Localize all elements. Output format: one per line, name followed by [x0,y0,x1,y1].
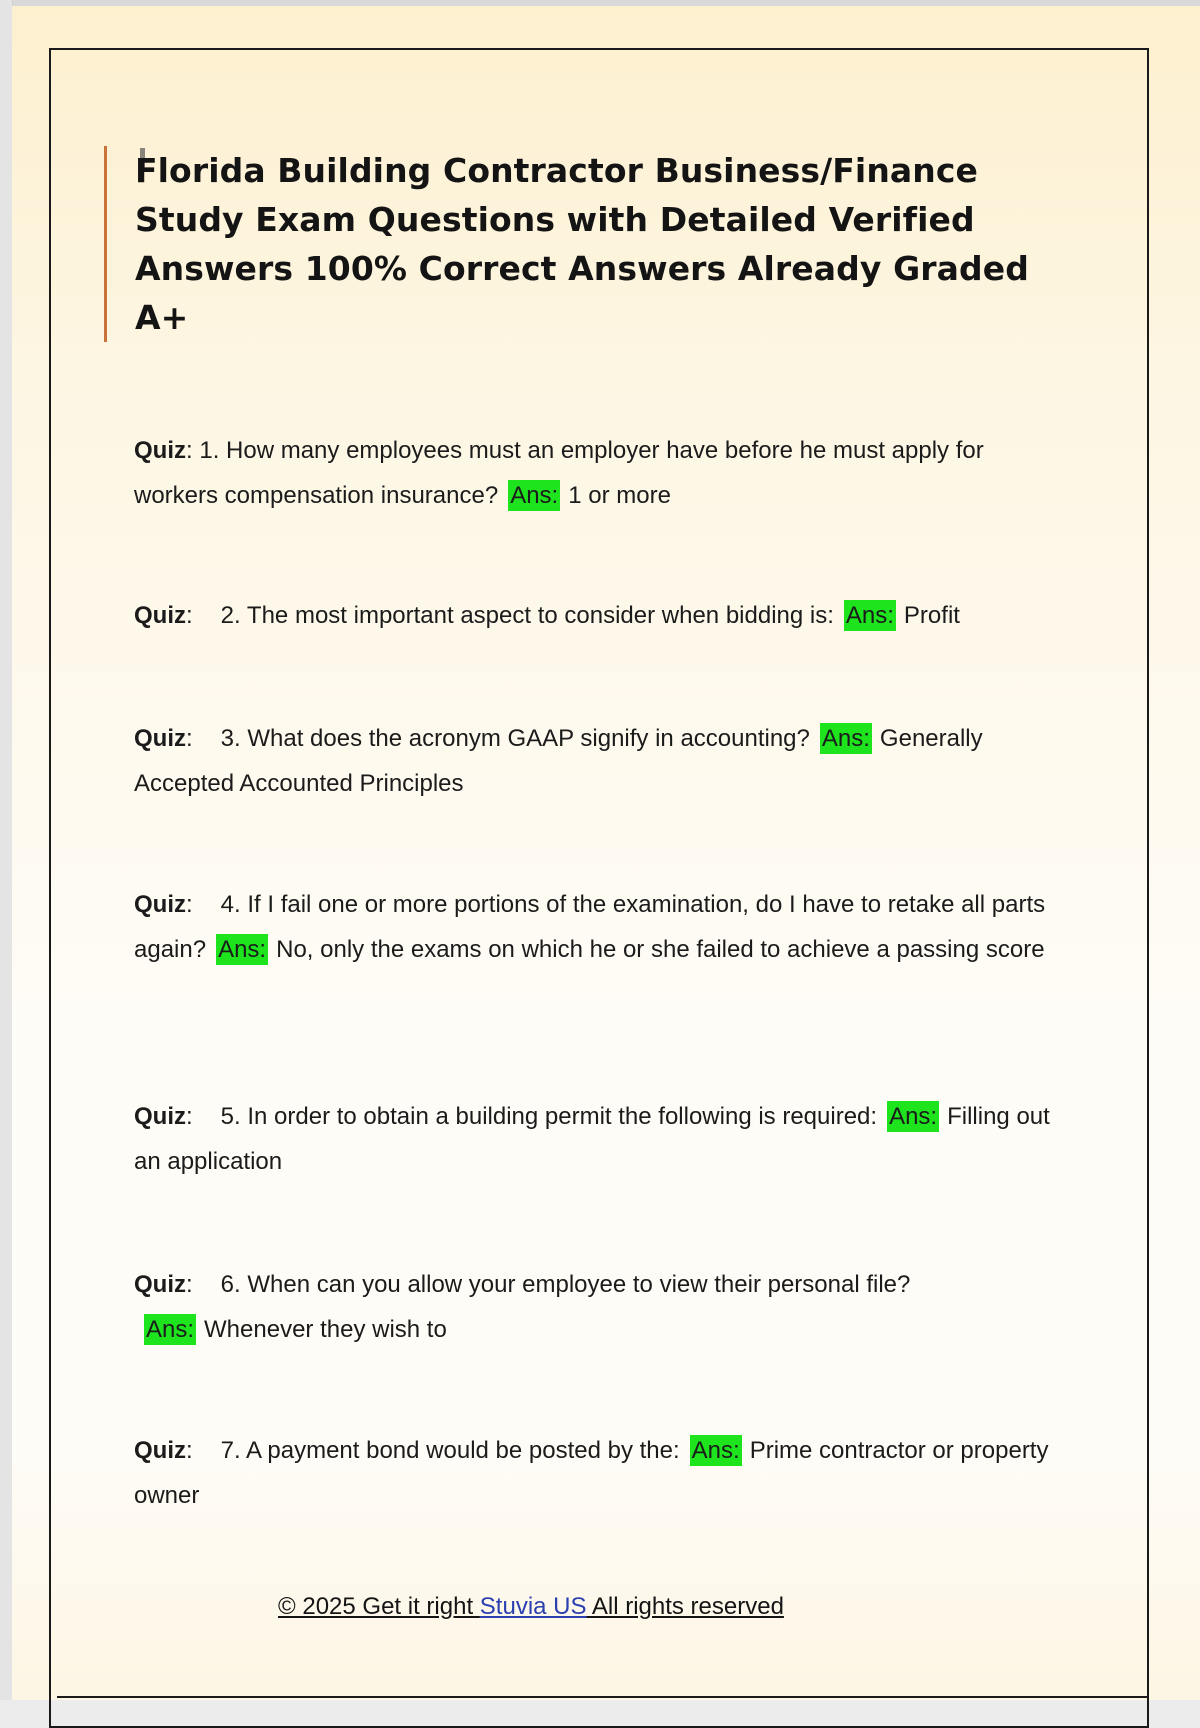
answer-label: Ans: [821,725,870,752]
quiz-question: 6. When can you allow your employee to view their personal file? [220,1271,911,1298]
quiz-label: Quiz [134,1103,186,1130]
answer-label: Ans: [510,482,559,509]
quiz-answer: Filling out an application [134,1103,1050,1175]
answer-label: Ans: [845,602,894,629]
quiz-label: Quiz [134,725,186,752]
quiz-answer: Prime contractor or property owner [134,1437,1049,1509]
quiz-item-6: Quiz: 6. When can you allow your employee to view their personal file?Ans: Whenever they wish to [134,1271,911,1343]
quiz-question: 5. In order to obtain a building permit the following is required: [220,1103,878,1130]
footer-suffix: All rights reserved [586,1593,784,1620]
quiz-label: Quiz [134,437,186,464]
quiz-question: 7. A payment bond would be posted by the: [220,1437,680,1464]
quiz-label: Quiz [134,891,186,918]
copyright-footer [278,1590,784,1624]
quiz-item-7: Quiz: 7. A payment bond would be posted by the: Ans: Prime contractor or property owner [134,1437,1049,1509]
quiz-question: 2. The most important aspect to consider when bidding is: [220,602,834,629]
quiz-answer: No, only the exams on which he or she failed to achieve a passing score [276,936,1045,963]
answer-label: Ans: [146,1316,195,1343]
quiz-answer: 1 or more [568,482,671,509]
quiz-item-3: Quiz: 3. What does the acronym GAAP signify in accounting? Ans: Generally Accepted Accounted Principles [134,725,983,797]
quiz-answer: Whenever they wish to [204,1316,447,1343]
quiz-question: 3. What does the acronym GAAP signify in accounting? [220,725,810,752]
footer-prefix: © 2025 Get it right [278,1593,480,1620]
quiz-item-1: Quiz: 1. How many employees must an employer have before he must apply for workers compensation insurance? Ans: 1 or more [134,437,984,509]
answer-label: Ans: [218,936,267,963]
title-block [104,146,1064,342]
quiz-question: 1. How many employees must an employer have before he must apply for workers compensation insurance? [134,437,984,509]
quiz-answer: Profit [903,602,960,629]
document-title: Florida Building Contractor Business/Finance Study Exam Questions with Detailed Verified Answers 100% Correct Answers Already Graded A+ [135,151,1029,337]
answer-label: Ans: [889,1103,938,1130]
quiz-label: Quiz [134,1271,186,1298]
quiz-item-4: Quiz: 4. If I fail one or more portions of the examination, do I have to retake all parts again? Ans: No, only the exams on which he or she failed to achieve a passing score [134,891,1046,963]
quiz-item-5: Quiz: 5. In order to obtain a building permit the following is required: Ans: Filling out an application [134,1103,1050,1175]
quiz-answer: Generally Accepted Accounted Principles [134,725,983,797]
quiz-label: Quiz [134,1437,186,1464]
answer-label: Ans: [691,1437,740,1464]
quiz-item-2: Quiz: 2. The most important aspect to consider when bidding is: Ans: Profit [134,602,960,629]
page-bottom-rule [57,1696,1149,1698]
quiz-question: 4. If I fail one or more portions of the examination, do I have to retake all parts again? [134,891,1046,963]
stuvia-link[interactable]: Stuvia US [479,1593,587,1620]
quiz-label: Quiz [134,602,186,629]
